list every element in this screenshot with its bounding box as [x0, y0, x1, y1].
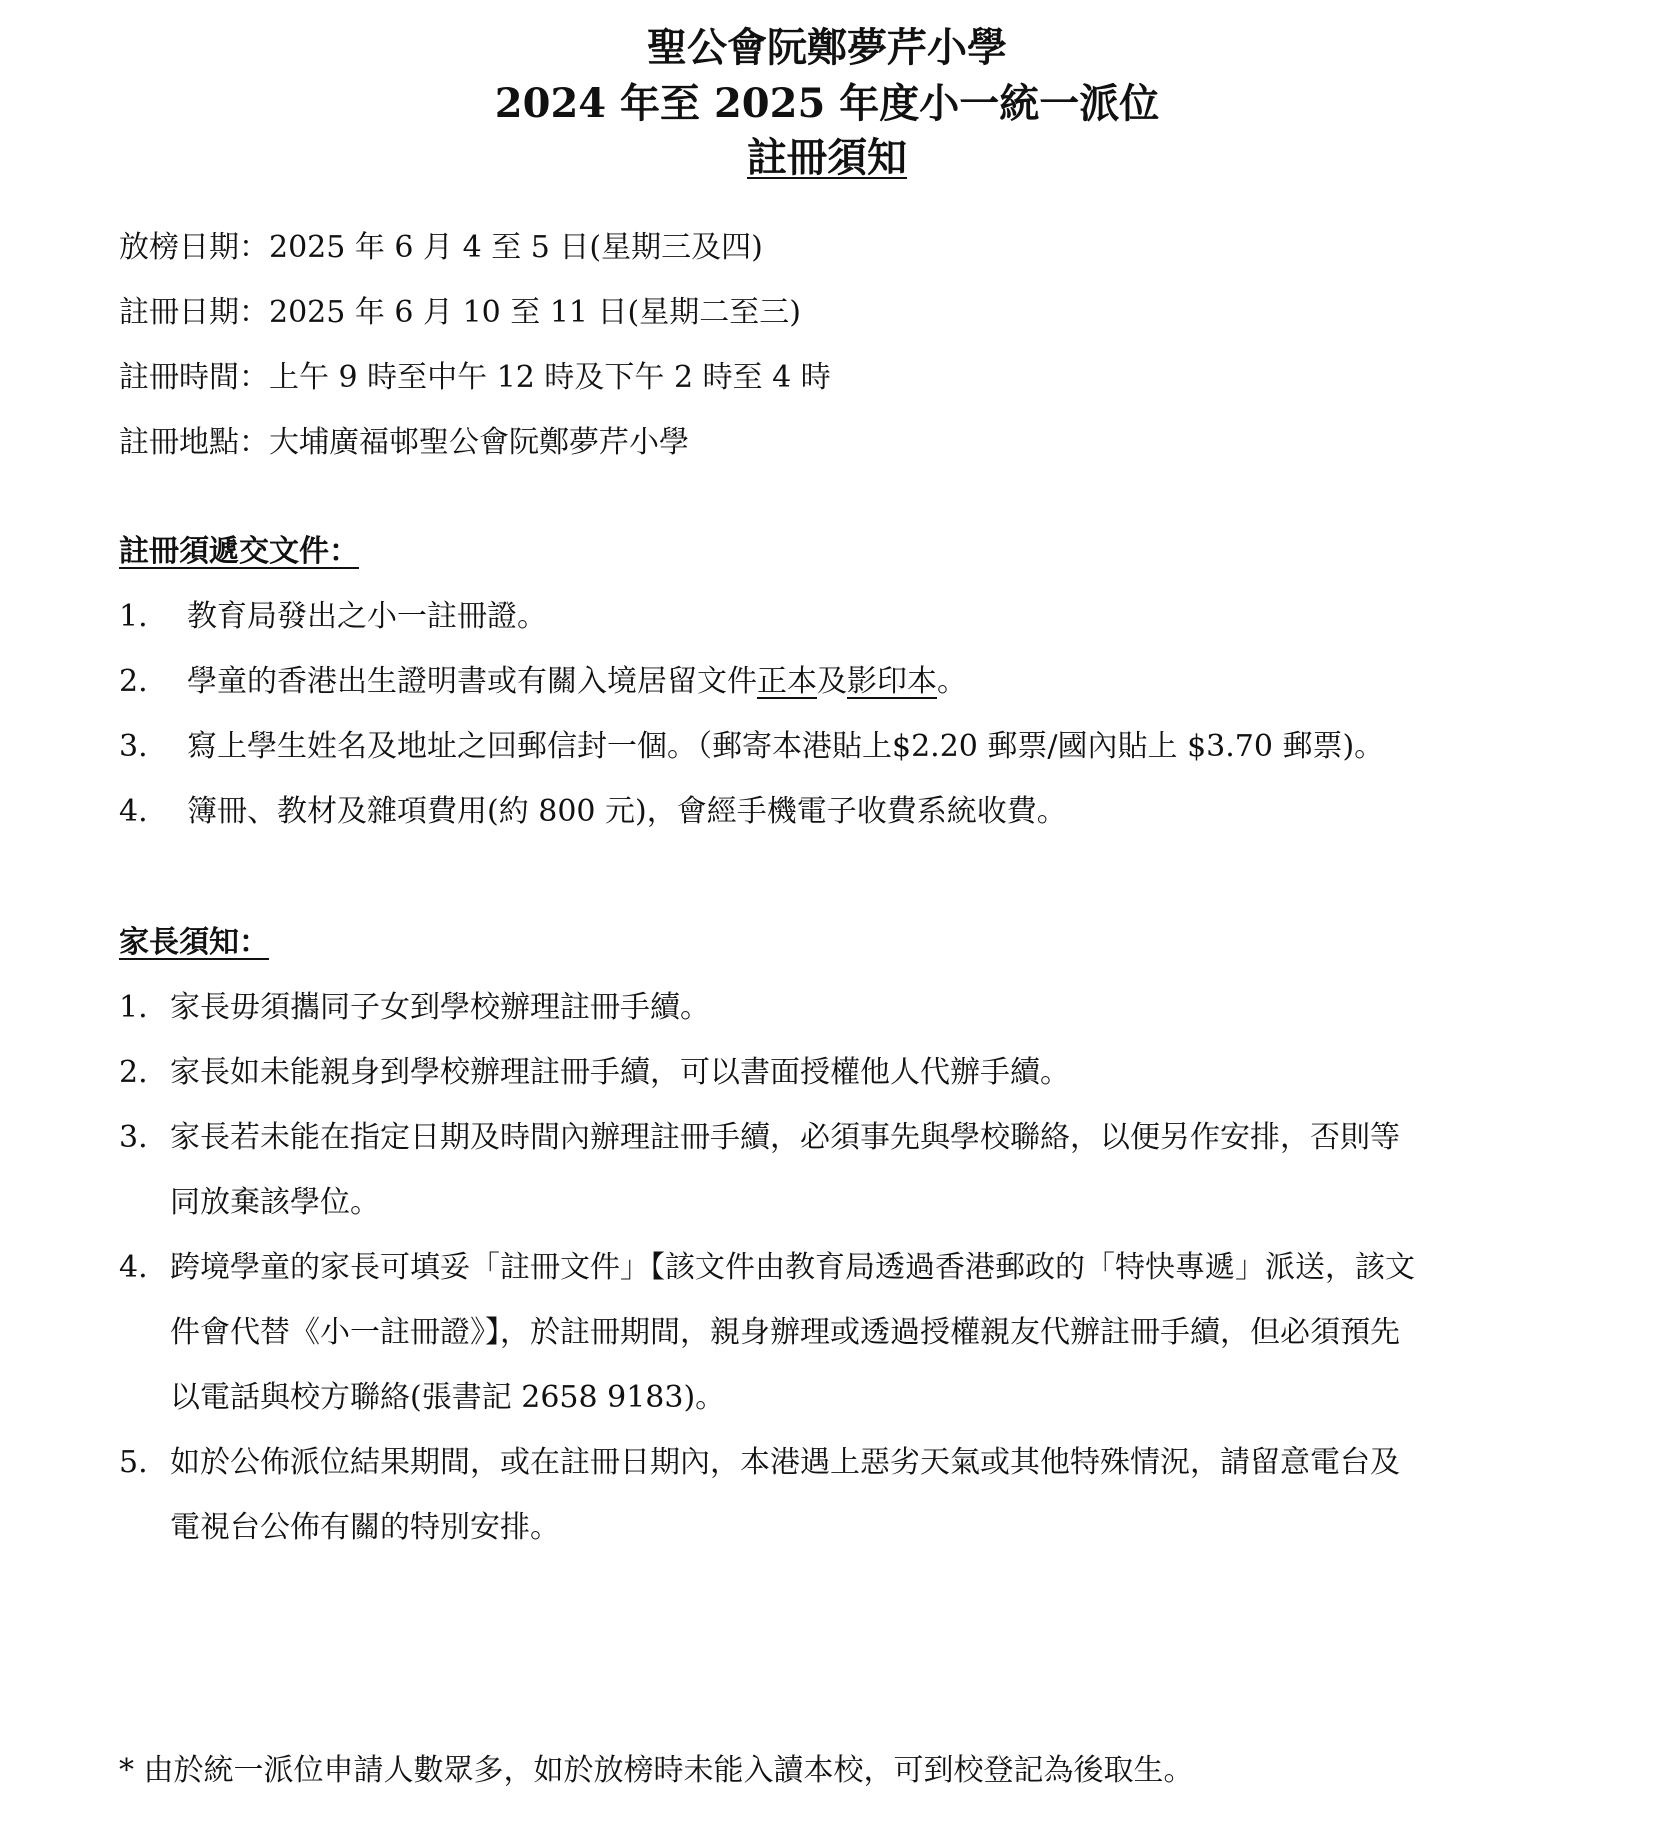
document-item-text-mid: 及: [817, 664, 847, 699]
parent-item-number: 1.: [119, 990, 148, 1025]
parent-item-number: 5.: [119, 1445, 148, 1480]
document-item-number: 4.: [119, 794, 148, 829]
parent-item-number: 3.: [119, 1120, 148, 1155]
parent-item-text: 家長如未能親身到學校辦理註冊手續，可以書面授權他人代辦手續。: [170, 1055, 1070, 1090]
school-name: 聖公會阮鄭夢芹小學: [647, 24, 1007, 71]
registration-venue-line: 註冊地點：大埔廣福邨聖公會阮鄭夢芹小學: [119, 425, 689, 460]
result-date-line: 放榜日期：2025 年 6 月 4 至 5 日(星期三及四): [119, 230, 763, 265]
parent-item-text: 如於公佈派位結果期間，或在註冊日期內，本港遇上惡劣天氣或其他特殊情況，請留意電台及: [170, 1445, 1400, 1480]
parent-item-text: 家長若未能在指定日期及時間內辦理註冊手續，必須事先與學校聯絡，以便另作安排，否則等: [170, 1120, 1400, 1155]
document-item-text: [187, 662, 967, 702]
photocopy-text: 影印本: [847, 664, 937, 699]
registration-date-line: 註冊日期：2025 年 6 月 10 至 11 日(星期二至三): [119, 295, 801, 330]
parent-item-text: 跨境學童的家長可填妥「註冊文件」【該文件由教育局透過香港郵政的「特快專遞」派送，該文: [170, 1250, 1415, 1285]
parent-item-number: 2.: [119, 1055, 148, 1090]
parent-item-text-continued: 以電話與校方聯絡(張書記 2658 9183)。: [170, 1380, 726, 1415]
original-copy-text: 正本: [757, 664, 817, 699]
documents-heading: 註冊須遞交文件：: [119, 534, 359, 569]
document-item-text: 教育局發出之小一註冊證。: [187, 599, 547, 634]
parents-heading: 家長須知：: [119, 925, 269, 960]
document-item-text-pre: 學童的香港出生證明書或有關入境居留文件: [187, 664, 757, 699]
document-item-number: 1.: [119, 599, 148, 634]
document-item-text-post: 。: [937, 664, 967, 699]
parent-item-text-continued: 同放棄該學位。: [170, 1185, 380, 1220]
waiting-list-footnote: * 由於統一派位申請人數眾多，如於放榜時未能入讀本校，可到校登記為後取生。: [119, 1753, 1194, 1788]
document-item-number: 3.: [119, 729, 148, 764]
parent-item-number: 4.: [119, 1250, 148, 1285]
document-item-text: 簿冊、教材及雜項費用(約 800 元)，會經手機電子收費系統收費。: [187, 794, 1067, 829]
notice-title-text: 註冊須知: [747, 134, 907, 181]
document-item-number: 2.: [119, 664, 148, 699]
parent-item-text-continued: 電視台公佈有關的特別安排。: [170, 1510, 560, 1545]
parent-item-text: 家長毋須攜同子女到學校辦理註冊手續。: [170, 990, 710, 1025]
year-title: 2024 年至 2025 年度小一統一派位: [494, 80, 1160, 127]
parent-item-text-continued: 件會代替《小一註冊證》】，於註冊期間，親身辦理或透過授權親友代辦註冊手續，但必須預先: [170, 1315, 1400, 1350]
document-item-text: 寫上學生姓名及地址之回郵信封一個。（郵寄本港貼上$2.20 郵票/國內貼上 $3.70 郵票)。: [187, 729, 1385, 764]
registration-time-line: 註冊時間：上午 9 時至中午 12 時及下午 2 時至 4 時: [119, 360, 831, 395]
notice-title: [0, 134, 1654, 182]
